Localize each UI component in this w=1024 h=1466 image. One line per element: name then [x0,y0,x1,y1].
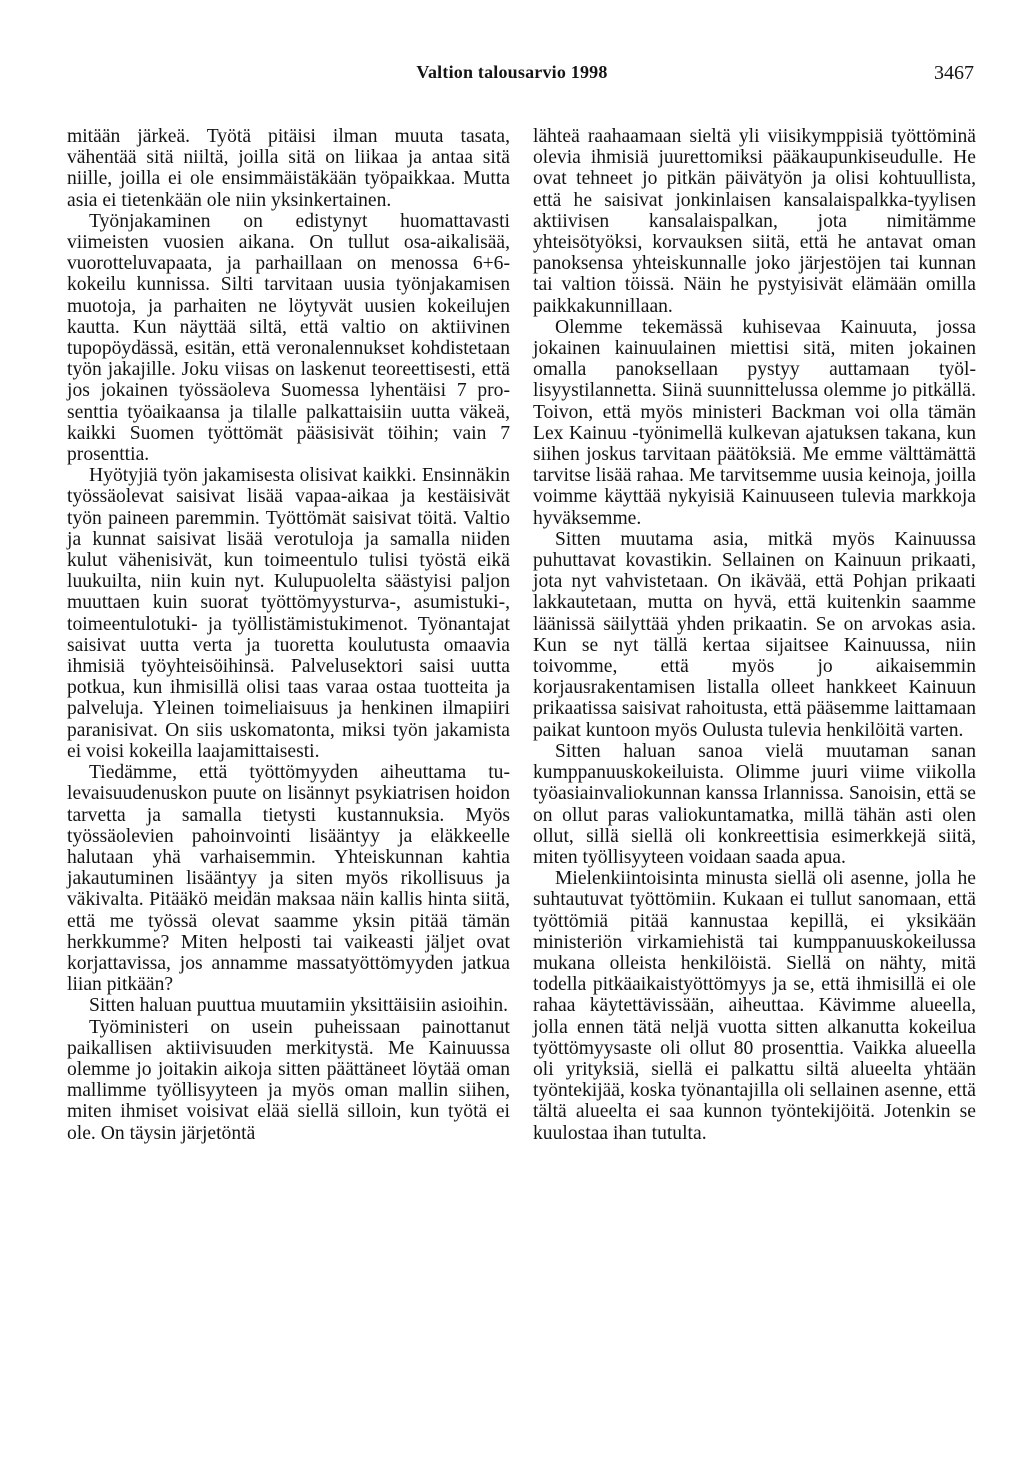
paragraph: Tiedämme, että työttömyyden aiheuttama tulevaisuudenuskon puute on lisännyt psykiatrisen hoidon tarvetta ja samalla tietysti kustannuksia. Myös työssäolevien pahoinvointi lisääntyy ja eläkkeelle halutaan yhä varhaisemmin. Yhteiskunnan kahtia jakautuminen lisääntyy ja siten myös rikollisuus ja väkivalta. Pitääkö meidän maksaa näin kallis hinta siitä, että me työssä olevat saamme yksin pitää tämän herkkumme? Miten helposti tai vaikeasti jäljet ovat korjattavissa, jos annamme massatyöttömyyden jatkua liian pitkään? [67,762,510,996]
paragraph: mitään järkeä. Työtä pitäisi ilman muuta tasata, vähentää sitä niiltä, joilla sitä on liikaa ja antaa sitä niille, joilla ei ole ensimmäistäkään työpaikkaa. Mutta asia ei tietenkään ole niin yksinkertainen. [67,126,510,211]
paragraph: Olemme tekemässä kuhisevaa Kainuuta, jossa jokainen kainuulainen miettisi sitä, miten jokainen omalla panoksellaan pystyy auttamaan työllisyystilannetta. Siinä suunnittelussa olemme jo pitkällä. Toivon, että myös ministeri Backman voi olla tämän Lex Kainuu -työnimellä kulkevan ajatuksen takana, kun siihen joskus tarvitaan päätöksiä. Me emme välttämättä tarvitse lisää rahaa. Me tarvitsemme uusia keinoja, joilla voimme käyttää nykyisiä Kainuuseen tulevia markkoja hyväksemme. [533,316,976,529]
text-column-left [67,126,510,1144]
paragraph: Sitten haluan sanoa vielä muutaman sanan kumppanuuskokeiluista. Olimme juuri viime viikolla työasiainvaliokunnan kanssa Irlannissa. Sanoisin, että se on ollut paras valiokuntamatka, millä tähän asti olen ollut, sillä siellä oli konkreettisia esimerkkejä siitä, miten työllisyyteen voidaan saada apua. [533,740,976,868]
text-column-right [533,126,976,1144]
paragraph: Mielenkiintoisinta minusta siellä oli asenne, jolla he suhtautuvat työttömiin. Kukaan ei tullut sanomaan, että työttömiä pitää kannustaa kepillä, ei yksikään ministeriön virkamiehistä tai kumppanuuskokeilussa mukana olleista henkilöistä. Siellä on nähty, mitä todella pitkäaikaistyöttömyys ja se, että ihmisillä ei ole rahaa käytettävissään, aiheuttaa. Kävimme alueella, jolla ennen tätä neljä vuotta sitten alkanutta kokeilua työttömyysaste oli ollut 80 prosenttia. Vaikka alueella oli yrityksiä, siellä ei palkattu siltä alueelta yhtään työntekijää, koska työnantajilla oli sellainen asenne, että tältä alueelta ei saa kunnon työntekijöitä. Jotenkin se kuulostaa ihan tutulta. [533,868,976,1144]
paragraph: Sitten haluan puuttua muutamiin yksittäisiin asioihin. [89,995,509,1017]
paragraph: Työministeri on usein puheissaan painottanut paikallisen aktiivisuuden merkitystä. Me Kainuussa olemme jo joitakin aikoja sitten päättäneet löytää oman mallimme työllisyyteen ja myös oman mallin siihen, miten ihmiset voisivat elää siellä silloin, kun työtä ei ole. On täysin järjetöntä [67,1016,510,1144]
page-number: 3467 [934,62,974,84]
paragraph: Hyötyjiä työn jakamisesta olisivat kaikki. Ensinnäkin työssäolevat saisivat lisää vapaa-aikaa ja kestäisivät työn paineen paremmin. Työttömät saisivat töitä. Valtio ja kunnat saisivat lisää verotuloja ja samalla niiden kulut vähenisivät, kun toimeentulo tulisi työstä eikä luukuilta, niin kuin nyt. Kulupuolelta säästyisi paljon muuttaen kuin suorat työttömyysturva-, asumistuki-, toimeentulotuki- ja työllistämistukimenot. Työnantajat saisivat uutta verta ja tuoretta koulutusta omaavia ihmisiä työyhteisöihinsä. Palvelusektori saisi uutta potkua, kun ihmisillä olisi taas varaa ostaa tuotteita ja palveluja. Yleinen toimeliaisuus ja henkinen ilmapiiri paranisivat. On siis uskomatonta, miksi työn jakamista ei voisi kokeilla laajamittaisesti. [67,465,510,762]
running-header-title: Valtion talousarvio 1998 [416,62,608,82]
paragraph: Sitten muutama asia, mitkä myös Kainuussa puhuttavat kovastikin. Sellainen on Kainuun prikaati, jota nyt vahvistetaan. On ikävää, että Pohjan prikaati lakkautetaan, mutta on hyvä, että kuitenkin saamme läänissä säilyttää yhden prikaatin. Se on arvokas asia. Kun se nyt tällä kertaa sijaitsee Kainuussa, niin toivomme, että myös jo aikaisemmin korjausrakentamisen listalla olleet hankkeet Kainuun prikaatissa saisivat rahoitusta, että pääsemme laittamaan paikat kuntoon myös Oulusta tulevia henkilöitä varten. [533,528,976,741]
paragraph: Työnjakaminen on edistynyt huomattavasti viimeisten vuosien aikana. On tullut osa-aikalisää, vuorotteluvapaata, ja parhaillaan on menossa 6+6-kokeilu kunnissa. Silti tarvitaan uusia työnjakamisen muotoja, ja parhaiten ne löytyvät uusien kokeilujen kautta. Kun näyttää siltä, että valtio on aktiivinen tupopöydässä, esitän, että veronalennukset kohdistetaan työn jakajille. Joku viisas on laskenut teoreettisesti, että jos jokainen työssäoleva Suomessa lyhentäisi 7 prosenttia työaikaansa ja tilalle palkattaisiin uutta väkeä, kaikki Suomen työttömät pääsisivät töihin; vain 7 prosenttia. [67,210,510,466]
paragraph: lähteä raahaamaan sieltä yli viisikymppisiä työttöminä olevia ihmisiä juurettomiksi pääkaupunkiseudulle. He ovat tehneet jo pitkän päivätyön ja olisi kohtuullista, että he saisivat jonkinlaisen kansalaispalkka-tyylisen aktiivisen kansalaispalkan, jota nimitämme yhteisötyöksi, korvauksen siitä, että he antavat oman panoksensa yhteiskunnalle joko järjestöjen tai kunnan tai valtion töissä. Näin he pystyisivät elämään omilla paikkakunnillaan. [533,126,976,317]
